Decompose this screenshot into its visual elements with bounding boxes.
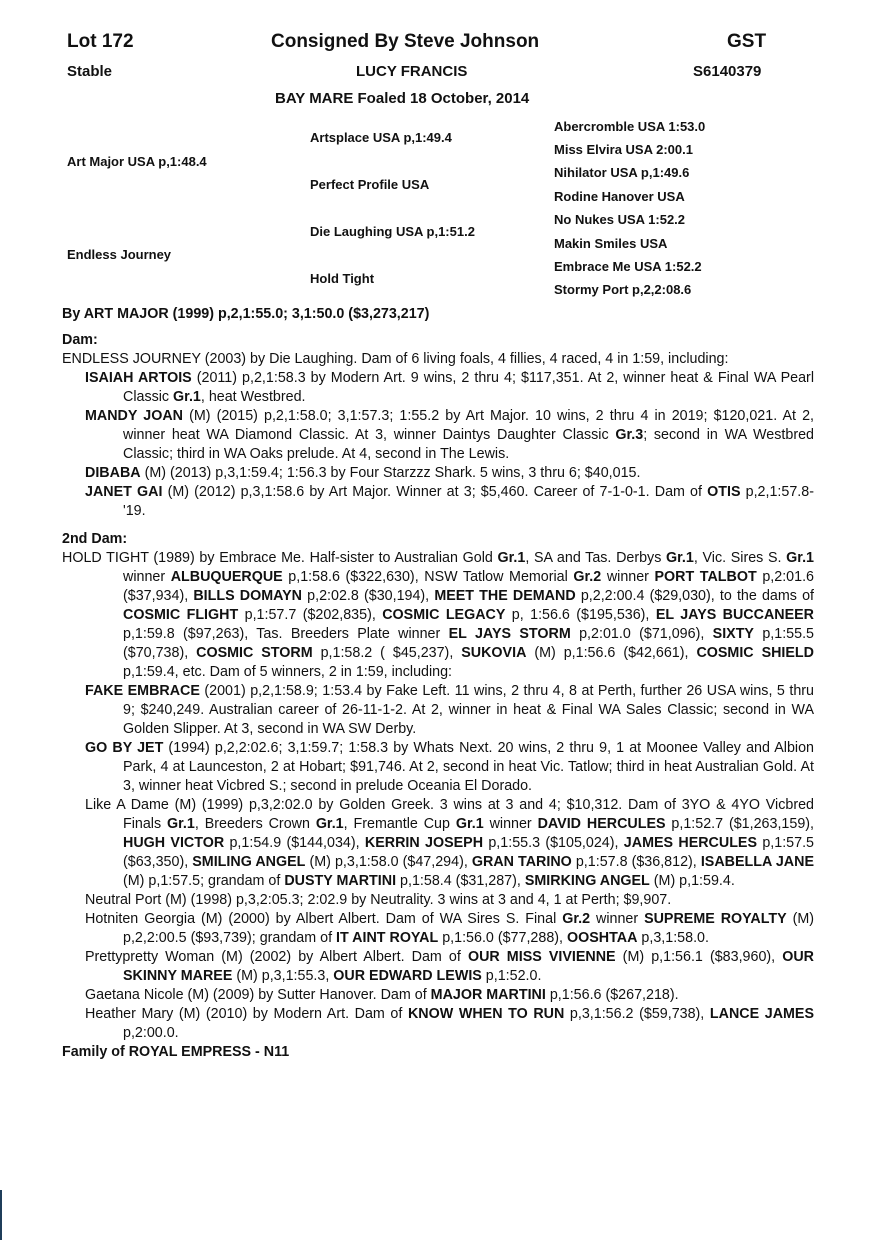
dam-entry: MANDY JOAN (M) (2015) p,2,1:58.0; 3,1:57.3; 1:55.2 by Art Major. 10 wins, 2 thru 4 in 2019; $120,021. At 2, winner heat WA Diamond Classic. At 3, winner Daintys Daughter Classic Gr.3; second in WA Westbred Classic; third in WA Oaks prelude. At 4, second in The Lewis. [85, 408, 814, 462]
second-dam-entry: GO BY JET (1994) p,2,2:02.6; 3,1:59.7; 1:58.3 by Whats Next. 20 wins, 2 thru 9, 1 at Moonee Valley and Albion Park, 4 at Launceston, 2 at Hobart; $91,746. At 2, second in heat Vic. Tatlow; third in heat Australian Gold. At 3, winner heat Vicbred S.; second in prelude Oceania El Dorado. [85, 740, 814, 794]
pedigree-g3-4: Rodine Hanover USA [554, 189, 685, 204]
family-line: Family of ROYAL EMPRESS - N11 [62, 1044, 290, 1060]
lot-number: Lot 172 [67, 31, 134, 52]
horse-description: BAY MARE Foaled 18 October, 2014 [275, 90, 530, 107]
pedigree-sire-dam: Perfect Profile USA [310, 177, 430, 192]
pedigree-g3-8: Stormy Port p,2,2:08.6 [554, 282, 692, 297]
second-dam-entry: Like A Dame (M) (1999) p,3,2:02.0 by Golden Greek. 3 wins at 3 and 4; $10,312. Dam of 3YO & 4YO Vicbred Finals Gr.1, Breeders Crown Gr.1, Fremantle Cup Gr.1 winner DAVID HERCULES p,1:52.7 ($1,263,159), HUGH VICTOR p,1:54.9 ($144,034), KERRIN JOSEPH p,1:55.3 ($105,024), JAMES HERCULES p,1:57.5 ($63,350), SMILING ANGEL (M) p,3,1:58.0 ($47,294), GRAN TARINO p,1:57.8 ($36,812), ISABELLA JANE (M) p,1:57.5; grandam of DUSTY MARTINI p,1:58.4 ($31,287), SMIRKING ANGEL (M) p,1:59.4. [85, 797, 815, 889]
pedigree-g3-6: Makin Smiles USA [554, 236, 668, 251]
page-edge-marker [0, 1190, 2, 1240]
pedigree-g3-1: Abercromble USA 1:53.0 [554, 119, 706, 134]
pedigree-sire: Art Major USA p,1:48.4 [67, 154, 207, 169]
owner-name: LUCY FRANCIS [356, 63, 468, 80]
pedigree-sire-sire: Artsplace USA p,1:49.4 [310, 130, 452, 145]
dam-entry: JANET GAI (M) (2012) p,3,1:58.6 by Art Major. Winner at 3; $5,460. Career of 7-1-0-1. Dam of OTIS p,2,1:57.8-'19. [85, 484, 814, 519]
horse-code: S6140379 [693, 63, 762, 80]
pedigree-dam-dam: Hold Tight [310, 271, 375, 286]
second-dam-entry: Prettypretty Woman (M) (2002) by Albert Albert. Dam of OUR MISS VIVIENNE (M) p,1:56.1 ($83,960), OUR SKINNY MAREE (M) p,3,1:55.3, OUR EDWARD LEWIS p,1:52.0. [85, 949, 815, 984]
dam-heading: Dam: [62, 332, 98, 348]
dam-entry: DIBABA (M) (2013) p,3,1:59.4; 1:56.3 by Four Starzzz Shark. 5 wins, 3 thru 6; $40,015. [85, 465, 641, 481]
sire-line: By ART MAJOR (1999) p,2,1:55.0; 3,1:50.0 ($3,273,217) [62, 306, 430, 322]
second-dam-entry: FAKE EMBRACE (2001) p,2,1:58.9; 1:53.4 by Fake Left. 11 wins, 2 thru 4, 8 at Perth, further 26 USA wins, 5 thru 9; $240,249. Australian career of 26-11-1-2. At 2, winner in heat & Final WA Sales Classic; second in WA Golden Slipper. At 3, second in WA SW Derby. [85, 683, 814, 737]
gst-label: GST [727, 31, 767, 52]
second-dam-intro: HOLD TIGHT (1989) by Embrace Me. Half-sister to Australian Gold Gr.1, SA and Tas. Derbys Gr.1, Vic. Sires S. Gr.1 winner ALBUQUERQUE p,1:58.6 ($322,630), NSW Tatlow Memorial Gr.2 winner PORT TALBOT p,2:01.6 ($37,934), BILLS DOMAYN p,2:02.8 ($30,194), MEET THE DEMAND p,2,2:00.4 ($29,030), to the dams of COSMIC FLIGHT p,1:57.7 ($202,835), COSMIC LEGACY p, 1:56.6 ($195,536), EL JAYS BUCCANEER p,1:59.8 ($97,263), Tas. Breeders Plate winner EL JAYS STORM p,2:01.0 ($71,096), SIXTY p,1:55.5 ($70,738), COSMIC STORM p,1:58.2 ( $45,237), SUKOVIA (M) p,1:56.6 ($42,661), COSMIC SHIELD p,1:59.4, etc. Dam of 5 winners, 2 in 1:59, including: [62, 550, 815, 680]
dam-intro: ENDLESS JOURNEY (2003) by Die Laughing. Dam of 6 living foals, 4 fillies, 4 raced, 4 in 1:59, including: [62, 351, 729, 367]
pedigree-dam-sire: Die Laughing USA p,1:51.2 [310, 224, 475, 239]
pedigree-dam: Endless Journey [67, 247, 172, 262]
pedigree-g3-3: Nihilator USA p,1:49.6 [554, 165, 690, 180]
second-dam-entry: Neutral Port (M) (1998) p,3,2:05.3; 2:02.9 by Neutrality. 3 wins at 3 and 4, 1 at Perth; $9,907. [85, 892, 672, 908]
pedigree-g3-5: No Nukes USA 1:52.2 [554, 212, 686, 227]
dam-entry: ISAIAH ARTOIS (2011) p,2,1:58.3 by Modern Art. 9 wins, 2 thru 4; $117,351. At 2, winner heat & Final WA Pearl Classic Gr.1, heat Westbred. [85, 370, 814, 405]
second-dam-entry: Heather Mary (M) (2010) by Modern Art. Dam of KNOW WHEN TO RUN p,3,1:56.2 ($59,738), LANCE JAMES p,2:00.0. [85, 1006, 814, 1041]
pedigree-g3-7: Embrace Me USA 1:52.2 [554, 259, 702, 274]
pedigree-g3-2: Miss Elvira USA 2:00.1 [554, 142, 693, 157]
second-dam-entry: Gaetana Nicole (M) (2009) by Sutter Hanover. Dam of MAJOR MARTINI p,1:56.6 ($267,218). [85, 987, 679, 1003]
second-dam-heading: 2nd Dam: [62, 531, 128, 547]
stable-label: Stable [67, 63, 113, 80]
catalogue-body [62, 305, 814, 1062]
second-dam-entry: Hotniten Georgia (M) (2000) by Albert Albert. Dam of WA Sires S. Final Gr.2 winner SUPREME ROYALTY (M) p,2,2:00.5 ($93,739); grandam of IT AINT ROYAL p,1:56.0 ($77,288), OOSHTAA p,3,1:58.0. [85, 911, 815, 946]
consignor: Consigned By Steve Johnson [271, 31, 540, 52]
